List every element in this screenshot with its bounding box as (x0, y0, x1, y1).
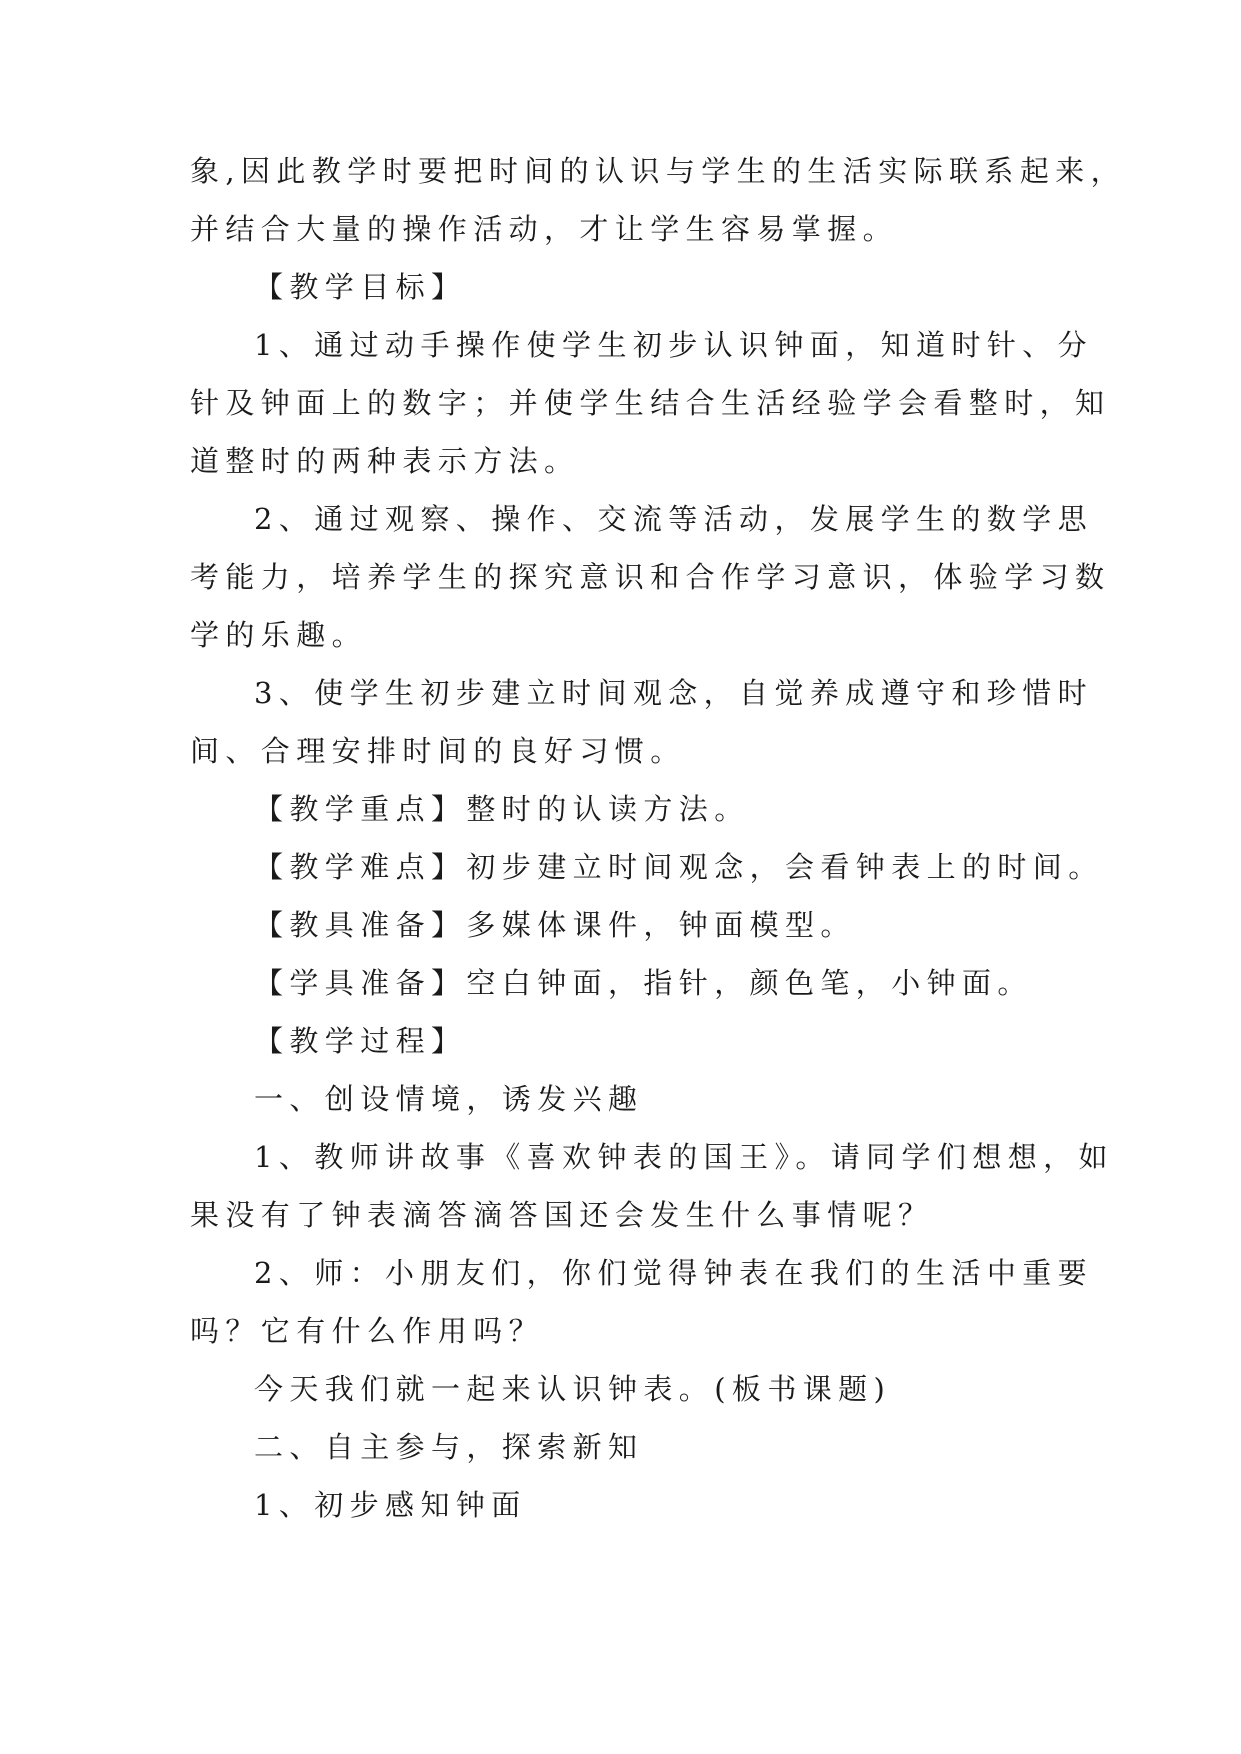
text-line: 1、通过动手操作使学生初步认识钟面，知道时针、分 (254, 328, 1094, 362)
text-line: 2、通过观察、操作、交流等活动，发展学生的数学思 (254, 502, 1094, 536)
text-line: 考能力，培养学生的探究意识和合作学习意识，体验学习数 (190, 560, 1111, 594)
text-line: 果没有了钟表滴答滴答国还会发生什么事情呢？ (190, 1198, 934, 1232)
text-line: 1、教师讲故事《喜欢钟表的国王》。请同学们想想，如 (254, 1140, 1114, 1174)
text-line: 学的乐趣。 (190, 618, 368, 652)
subsection-heading: 二、自主参与，探索新知 (254, 1430, 644, 1464)
text-line: 道整时的两种表示方法。 (190, 444, 580, 478)
section-heading: 【教学目标】 (254, 270, 467, 304)
subsection-heading: 一、创设情境，诱发兴趣 (254, 1082, 644, 1116)
teaching-aids-line: 【教具准备】多媒体课件，钟面模型。 (254, 908, 856, 942)
text-line: 间、合理安排时间的良好习惯。 (190, 734, 686, 768)
section-heading: 【教学过程】 (254, 1024, 467, 1058)
text-line: 1、初步感知钟面 (254, 1488, 527, 1522)
text-line: 针及钟面上的数字；并使学生结合生活经验学会看整时，知 (190, 386, 1111, 420)
text-line: 2、师：小朋友们，你们觉得钟表在我们的生活中重要 (254, 1256, 1094, 1290)
text-line: 3、使学生初步建立时间观念，自觉养成遵守和珍惜时 (254, 676, 1094, 710)
text-line: 象,因此教学时要把时间的认识与学生的生活实际联系起来， (190, 154, 1127, 188)
text-line: 吗？它有什么作用吗？ (190, 1314, 545, 1348)
key-point-line: 【教学重点】整时的认读方法。 (254, 792, 750, 826)
difficulty-line: 【教学难点】初步建立时间观念，会看钟表上的时间。 (254, 850, 1104, 884)
learning-aids-line: 【学具准备】空白钟面，指针，颜色笔，小钟面。 (254, 966, 1033, 1000)
text-line: 并结合大量的操作活动，才让学生容易掌握。 (190, 212, 899, 246)
text-line: 今天我们就一起来认识钟表。(板书课题) (254, 1372, 892, 1406)
